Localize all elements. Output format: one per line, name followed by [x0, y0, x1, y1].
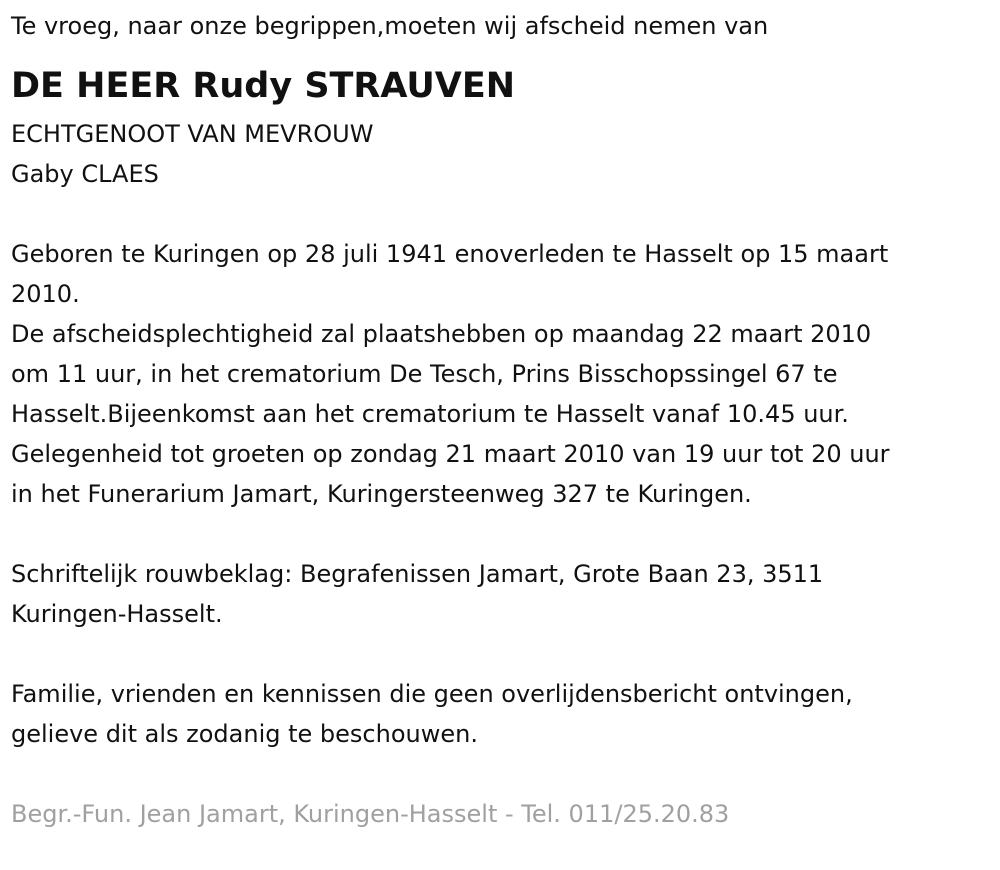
deceased-name: DE HEER Rudy STRAUVEN [11, 66, 516, 106]
details-line: Hasselt.Bijeenkomst aan het crematorium te Hasselt vanaf 10.45 uur. [11, 400, 849, 428]
spacer [11, 634, 986, 674]
condolences-line: Schriftelijk rouwbeklag: Begrafenissen Jamart, Grote Baan 23, 3511 [11, 560, 824, 588]
spacer [11, 754, 986, 794]
spouse-name: Gaby CLAES [11, 160, 159, 188]
condolences-line: Kuringen-Hasselt. [11, 600, 223, 628]
notice-line: Familie, vrienden en kennissen die geen overlijdensbericht ontvingen, [11, 680, 853, 708]
spacer [11, 194, 986, 234]
notice-line: gelieve dit als zodanig te beschouwen. [11, 720, 478, 748]
details-paragraph [11, 234, 986, 514]
intro-text: Te vroeg, naar onze begrippen,moeten wij afscheid nemen van [11, 12, 769, 40]
spacer [11, 514, 986, 554]
details-line: 2010. [11, 280, 80, 308]
details-line: De afscheidsplechtigheid zal plaatshebben op maandag 22 maart 2010 [11, 320, 872, 348]
details-line: in het Funerarium Jamart, Kuringersteenweg 327 te Kuringen. [11, 480, 752, 508]
notice-paragraph [11, 674, 986, 754]
obituary-notice [11, 6, 986, 834]
funeral-home-footer: Begr.-Fun. Jean Jamart, Kuringen-Hasselt - Tel. 011/25.20.83 [11, 800, 730, 828]
details-line: Gelegenheid tot groeten op zondag 21 maart 2010 van 19 uur tot 20 uur [11, 440, 890, 468]
condolences-paragraph [11, 554, 986, 634]
details-line: om 11 uur, in het crematorium De Tesch, Prins Bisschopssingel 67 te [11, 360, 838, 388]
spouse-label: ECHTGENOOT VAN MEVROUW [11, 120, 374, 148]
details-line: Geboren te Kuringen op 28 juli 1941 enoverleden te Hasselt op 15 maart [11, 240, 889, 268]
